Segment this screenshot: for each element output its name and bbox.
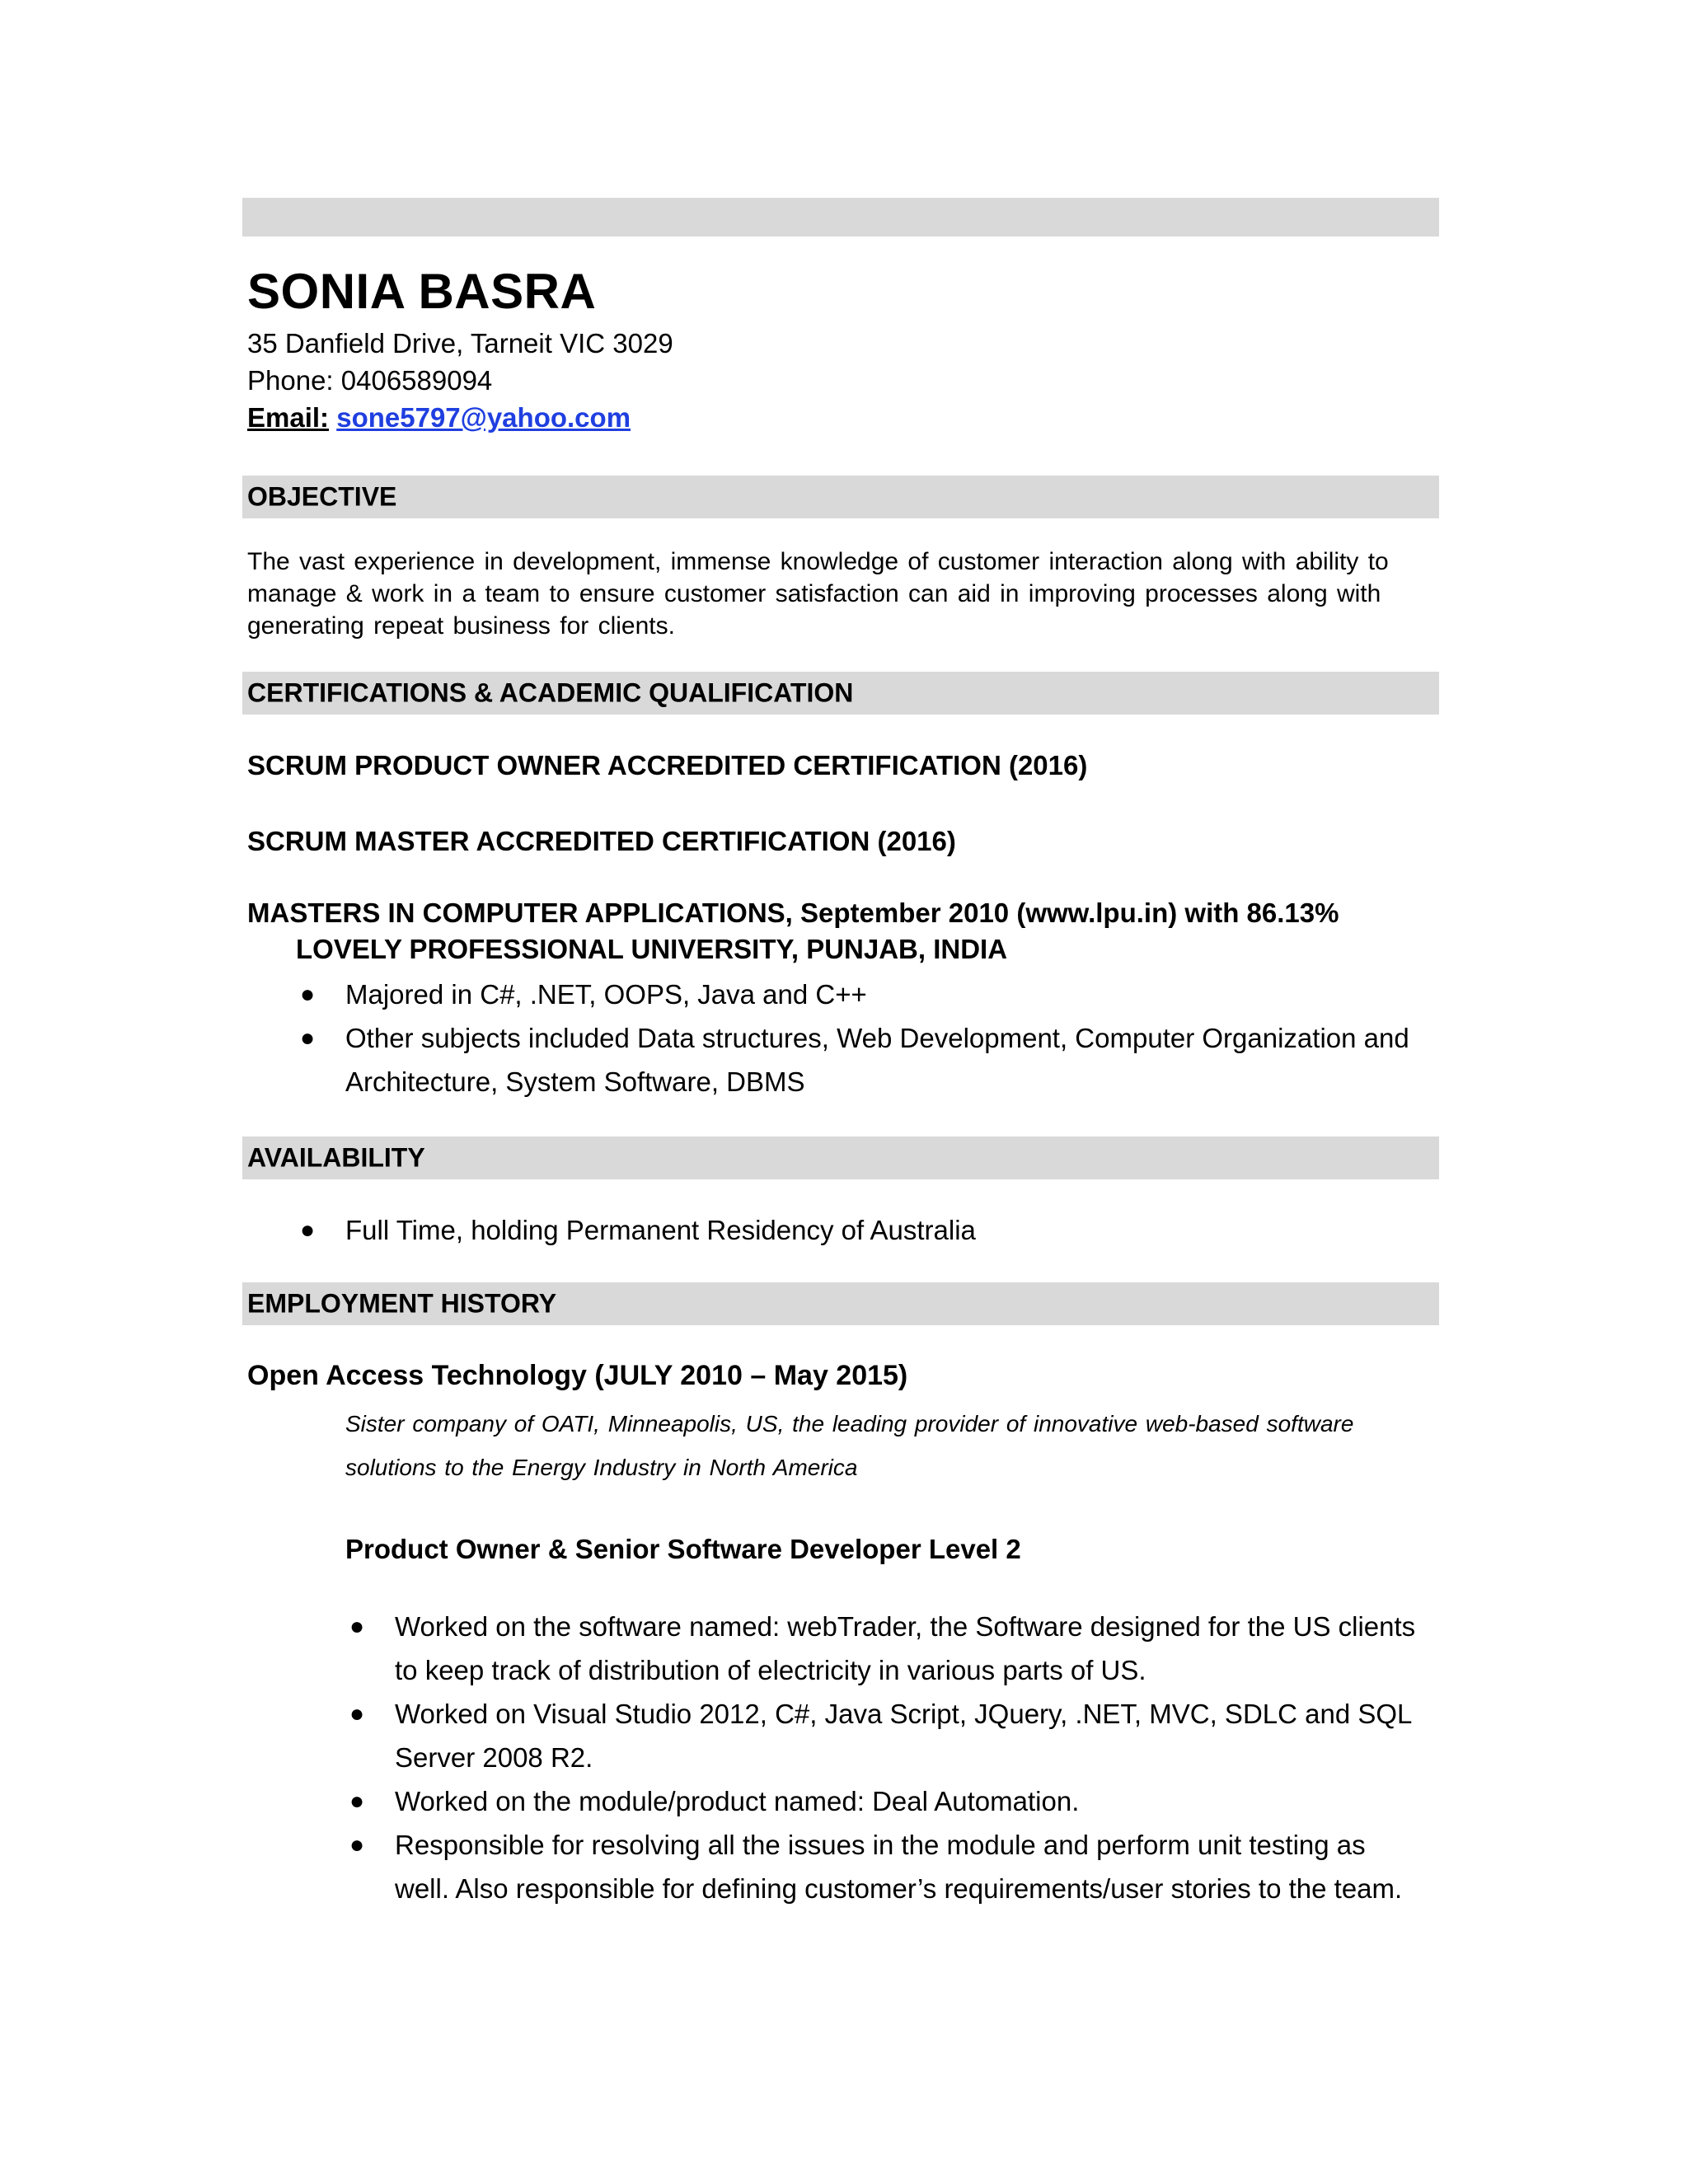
email-link[interactable]: sone5797@yahoo.com bbox=[336, 402, 631, 433]
section-heading: EMPLOYMENT HISTORY bbox=[247, 1288, 557, 1319]
employer-name: Open Access Technology (JULY 2010 – May 2015) bbox=[247, 1360, 908, 1391]
section-objective bbox=[242, 476, 1439, 518]
bullet-icon: ● bbox=[300, 1216, 316, 1244]
certification-item: SCRUM MASTER ACCREDITED CERTIFICATION (2016) bbox=[247, 826, 956, 856]
phone: Phone: 0406589094 bbox=[247, 365, 493, 396]
employer-description: Sister company of OATI, Minneapolis, US, the leading provider of innovative web-based software solutions to the Energy Industry in North America bbox=[345, 1411, 1354, 1480]
section-heading: OBJECTIVE bbox=[247, 481, 397, 512]
bullet-icon: ● bbox=[349, 1700, 365, 1727]
list-item: ● Worked on Visual Studio 2012, C#, Java Script, JQuery, .NET, MVC, SDLC and SQL Server 2008 R2. bbox=[395, 1692, 1417, 1779]
address: 35 Danfield Drive, Tarneit VIC 3029 bbox=[247, 328, 673, 359]
section-availability bbox=[242, 1137, 1439, 1179]
section-certifications bbox=[242, 672, 1439, 715]
bullet-icon: ● bbox=[300, 981, 316, 1008]
university: LOVELY PROFESSIONAL UNIVERSITY, PUNJAB, INDIA bbox=[296, 934, 1008, 964]
list-item: ● Worked on the software named: webTrader, the Software designed for the US clients to keep track of distribution of electricity in various parts of US. bbox=[395, 1605, 1417, 1692]
section-heading: CERTIFICATIONS & ACADEMIC QUALIFICATION bbox=[247, 677, 854, 708]
bullet-icon: ● bbox=[349, 1788, 365, 1815]
certification-item: SCRUM PRODUCT OWNER ACCREDITED CERTIFICATION (2016) bbox=[247, 750, 1088, 780]
header-band bbox=[242, 198, 1439, 237]
list-item: ● Majored in C#, .NET, OOPS, Java and C++ bbox=[345, 972, 1442, 1016]
candidate-name: SONIA BASRA bbox=[247, 264, 597, 319]
list-item: ● Full Time, holding Permanent Residency of Australia bbox=[345, 1208, 1417, 1252]
email-line bbox=[247, 401, 631, 434]
list-item: ● Responsible for resolving all the issues in the module and perform unit testing as well. Also responsible for defining customer’s requirements/user stories to the team. bbox=[395, 1823, 1417, 1910]
list-item: ● Other subjects included Data structures, Web Development, Computer Organization and Architecture, System Software, DBMS bbox=[345, 1016, 1442, 1104]
masters-degree: MASTERS IN COMPUTER APPLICATIONS, September 2010 (www.lpu.in) with 86.13% bbox=[247, 898, 1339, 928]
section-employment bbox=[242, 1282, 1439, 1325]
bullet-icon: ● bbox=[349, 1613, 365, 1640]
section-heading: AVAILABILITY bbox=[247, 1142, 425, 1173]
education-bullets bbox=[300, 972, 1442, 1104]
objective-text: The vast experience in development, immense knowledge of customer interaction along with ability to manage & work in a team to ensure customer satisfaction can aid in improving processes along with generating repeat business for clients. bbox=[247, 548, 1389, 640]
availability-bullets bbox=[300, 1208, 1417, 1252]
email-label: Email: bbox=[247, 402, 330, 433]
bullet-icon: ● bbox=[300, 1024, 316, 1052]
bullet-icon: ● bbox=[349, 1831, 365, 1858]
list-item: ● Worked on the module/product named: Deal Automation. bbox=[395, 1779, 1417, 1823]
job-bullets bbox=[349, 1605, 1417, 1910]
job-title: Product Owner & Senior Software Developer Level 2 bbox=[345, 1534, 1021, 1564]
